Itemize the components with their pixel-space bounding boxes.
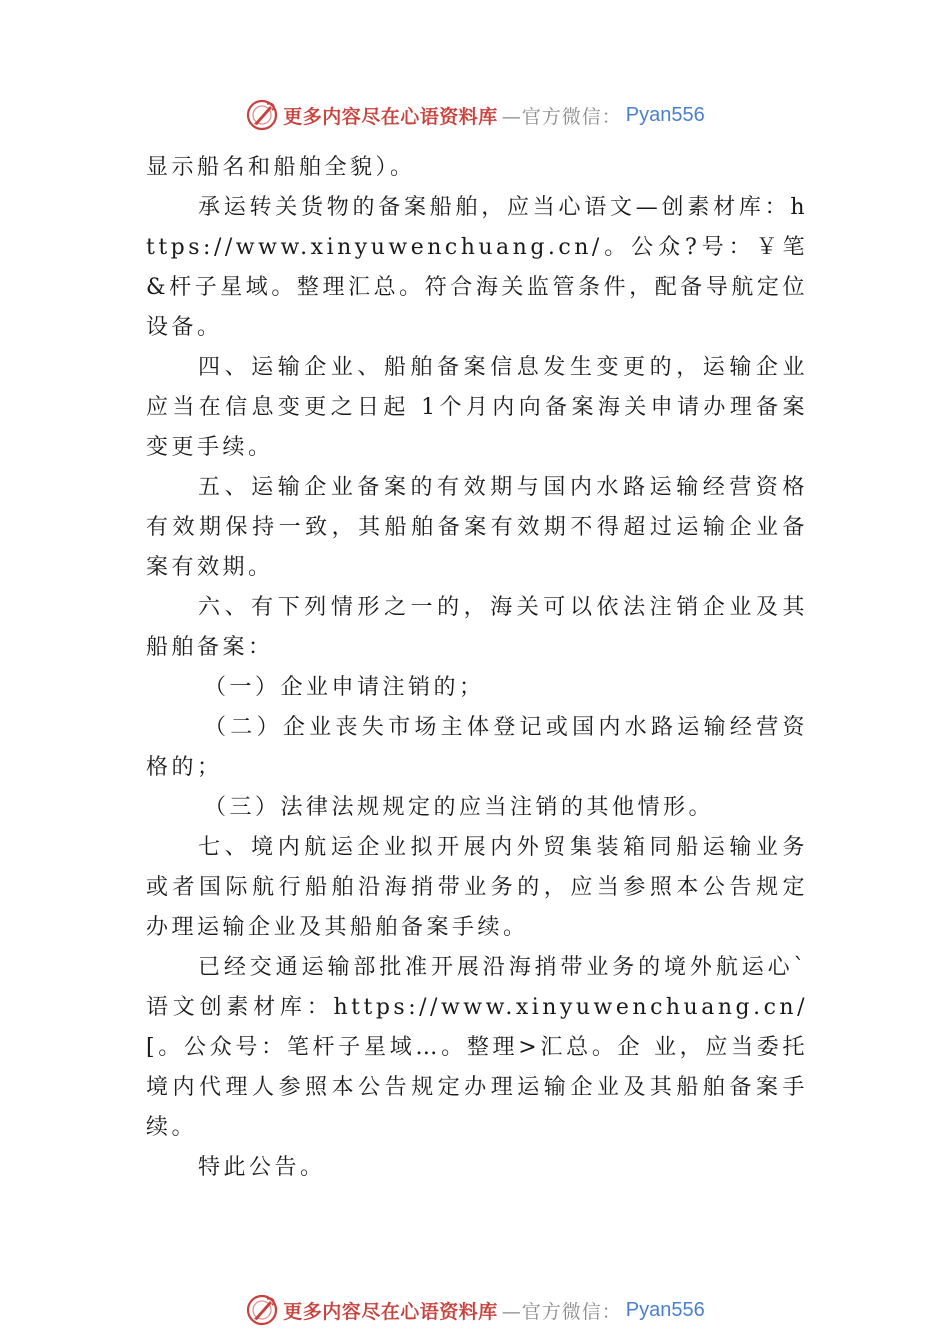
quill-seal-icon	[245, 98, 279, 132]
banner-library-text: 更多内容尽在心语资料库	[283, 1300, 498, 1323]
banner-wechat-id: Pyan556	[625, 1298, 705, 1321]
list-item-1: （一）企业申请注销的；	[204, 675, 485, 700]
paragraph-5: 六、有下列情形之一的，海关可以依法注销企业及其船舶备案：	[146, 595, 808, 660]
header-banner	[0, 95, 950, 135]
list-item-2: （二）企业丧失市场主体登记或国内水路运输经营资格的；	[146, 715, 808, 780]
list-item-3: （三）法律法规规定的应当注销的其他情形。	[204, 795, 715, 820]
quill-seal-icon	[245, 1293, 279, 1327]
paragraph-2: 承运转关货物的备案船舶，应当心语文—创素材库：https://www.xinyuwenchuang.cn/。公众?号：￥笔&杆子星域。整理汇总。符合海关监管条件，配备导航定位设备。	[146, 195, 808, 340]
paragraph-3: 四、运输企业、船舶备案信息发生变更的，运输企业应当在信息变更之日起 1个月内向备案海关申请办理备案变更手续。	[146, 355, 808, 460]
closing-statement: 特此公告。	[198, 1155, 326, 1180]
paragraph-4: 五、运输企业备案的有效期与国内水路运输经营资格有效期保持一致，其船舶备案有效期不得超过运输企业备案有效期。	[146, 475, 808, 580]
paragraph-6: 七、境内航运企业拟开展内外贸集装箱同船运输业务或者国际航行船舶沿海捎带业务的，应当参照本公告规定办理运输企业及其船舶备案手续。	[146, 835, 808, 940]
document-body	[146, 148, 808, 1188]
banner-wechat-id: Pyan556	[625, 103, 705, 126]
footer-banner	[0, 1290, 950, 1330]
banner-wechat-label: —官方微信：	[501, 1300, 622, 1323]
banner-wechat-label: —官方微信：	[501, 105, 622, 128]
paragraph-7: 已经交通运输部批准开展沿海捎带业务的境外航运心`语文创素材库：https://www.xinyuwenchuang.cn/[。公众号：笔杆子星域…。整理>汇总。企 业，应当委托境内代理人参照本公告规定办理运输企业及其船舶备案手续。	[146, 955, 808, 1140]
paragraph-1: 显示船名和船舶全貌）。	[146, 155, 416, 180]
banner-library-text: 更多内容尽在心语资料库	[283, 105, 498, 128]
